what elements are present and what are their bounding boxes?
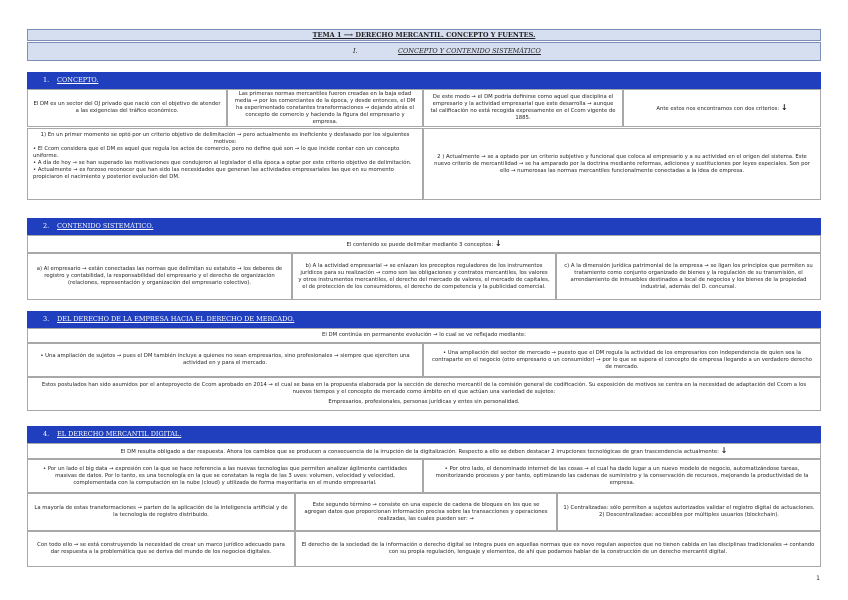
s4-registry-types: 1) Centralizadas: sólo permiten a sujetos autorizados validar el registro digital de actuaciones. 2) Descentralizadas: accesibles por múltiples usuarios (blockchain).: [557, 493, 821, 531]
right-arrow-icon: →: [469, 515, 474, 522]
list-item: • A día de hoy → se han superado las motivaciones que condujeron al legislador d ella época a optar por este criterio objetivo de delimitación.: [33, 160, 412, 166]
subtitle-bar: [27, 42, 821, 61]
s4-intro: El DM resulta obligado a dar respuesta. Ahora los cambios que se producen a consecuencia de la irrupción de la digitalización. Respecto a ello se deben destacar 2 irrupciones tecnológicas de gran trascendencia actualmente: ↓: [27, 443, 821, 459]
down-arrow-icon: ↓: [494, 238, 502, 248]
section-1-header: 1. CONCEPTO.: [27, 72, 821, 89]
s4-registry: Este segundo término → consiste en una especie de cadena de bloques en los que se agregan datos que proporcionan información precisa sobre las transacciones y operaciones realizadas, las cuales pueden ser: →: [295, 493, 557, 531]
s4-iot: • Por otro lado, el denominado internet de las cosas → el cual ha dado lugar a un nuevo modelo de negocio, automatizándose tareas, monitorizando procesos y por tanto, optimizando las cadenas de suministro y la conservación de recursos, mejorando la productividad de la empresa.: [423, 459, 821, 493]
s4-framework: Con todo ello → se está construyendo la necesidad de crear un marco jurídico adecuado para dar respuesta a la problemática que se deriva del mundo de los negocios digitales.: [27, 531, 295, 567]
section-2-header: 2. CONTENIDO SISTEMÁTICO.: [27, 218, 821, 235]
s1-cell-3: De este modo → el DM podría definirse como aquel que disciplina el empresario y la actividad empresarial que este desarrolla → aunque tal calificación no está recogida expresamente en el Ccom vigente de 1885.: [423, 89, 623, 127]
list-item: • El Ccom considera que el DM es aquel que regula los actos de comercio, pero no define qué son → lo que incide contar con un concepto uniforme.: [33, 146, 400, 159]
list-item: • Actualmente → es forzoso reconocer que han sido las necesidades que generan las actividades empresariales las que en su momento propiciaron el nacimiento y posterior evolución del DM.: [33, 167, 394, 180]
s2-col-a: a) Al empresario → están conectadas las normas que delimitan su estatuto → los deberes de registro y contabilidad, la responsabilidad del empresario y el derecho de organización (relaciones, representación y organización del empresario colectivo).: [27, 253, 292, 300]
s2-col-b: b) A la actividad empresarial → se enlazan los preceptos reguladores de los instrumentos jurídicos para su realización → como son las obligaciones y contratos mercantiles, los valores y otros instrumentos mercantiles, el derecho del mercado de valores, el mercado de capitales, el de protección de los consumidores, el derecho de competencia y la publicidad comercial.: [292, 253, 556, 300]
s3-right: • Una ampliación del sector de mercado → puesto que el DM regula la actividad de los empresarios con independencia de quien sea la contraparte en el negocio (otro empresario o un consumidor) → por lo que se supera el concepto de empresa llegando a un verdadero derecho de mercado.: [423, 343, 821, 377]
s3-intro: El DM continúa en permanente evolución → lo cual se ve reflejado mediante:: [27, 328, 821, 343]
s1-right-criterion: 2 ) Actualmente → se a optado por un criterio subjetivo y funcional que coloca al empresario y a su actividad en el origen del sistema. Este nuevo criterio de mercantilidad → se ha amparado por la doctrina mediante reformas, adiciones y sustituciones por leyes especiales. Son por ello → numerosas las normas mercantiles funcionalmente conectadas a la idea de empresa.: [423, 128, 821, 200]
document-title: TEMA 1 ⟶ DERECHO MERCANTIL. CONCEPTO Y FUENTES.: [27, 29, 821, 41]
section-4-header: 4. EL DERECHO MERCANTIL DIGITAL.: [27, 426, 821, 443]
s4-ai: La mayoría de estas transformaciones → parten de la aplicación de la inteligencia artificial y de la tecnología de registro distribuido.: [27, 493, 295, 531]
s2-col-c: c) A la dimensión jurídica patrimonial de la empresa → se ligan los principios que permiten su tratamiento como conjunto organizado de bienes y la regulación de su transmisión, el arrendamiento de inmuebles destinados a local de negocios y los bienes de la propiedad industrial, además del D. concursal.: [556, 253, 821, 300]
s3-footer: Estos postulados han sido asumidos por el anteproyecto de Ccom aprobado en 2014 → el cual se basa en la propuesta elaborada por la sección de derecho mercantil de la comisión general de codificación. Su exposición de motivos se centra en la necesidad de adaptación del Ccom a los nuevos tiempos y el concepto de mercado como ámbito en el que actúan una variedad de sujetos: Empresarios, profesionales, personas jurídicas y entes sin personalidad.: [27, 377, 821, 411]
s1-left-criterion: 1) En un primer momento se optó por un criterio objetivo de delimitación → pero actualmente es ineficiente y desfasado por los siguientes motivos: • El Ccom considera que el DM es aquel que regula los actos de comercio, pero no define qué son → lo que incide contar con un concepto uniforme. • A día de hoy → se han superado las motivaciones que condujeron al legislador d ella época a optar por este criterio objetivo de delimitación. • Actualmente → es forzoso reconocer que han sido las necesidades que generan las actividades empresariales las que en su momento propiciaron el nacimiento y posterior evolución del DM.: [27, 128, 423, 200]
s4-digital-law: El derecho de la sociedad de la información o derecho digital se integra pues en aquellas normas que ex novo regulan aspectos que no tienen cabida en las disciplinas tradicionales → contando con su propia regulación, lenguaje y elementos, de ahí que podamos hablar de la construcción de un derecho mercantil digital.: [295, 531, 821, 567]
s2-intro: El contenido se puede delimitar mediante 3 conceptos: ↓: [27, 235, 821, 253]
subtitle-number: I.: [353, 47, 358, 55]
s3-left: • Una ampliación de sujetos → pues el DM también incluye a quienes no sean empresarios, sino profesionales → siempre que ejerciten una actividad en y para el mercado.: [27, 343, 423, 377]
s1-cell-2: Las primeras normas mercantiles fueron creadas en la baja edad media → por los comerciantes de la época, y desde entonces, el DM ha experimentado constantes transformaciones → dejando atrás el concepto de comercio y haciendo la figura del empresario y empresa.: [227, 89, 423, 127]
down-arrow-icon: ↓: [780, 102, 788, 112]
s1-cell-4: Ante estos nos encontramos con dos criterios: ↓: [623, 89, 821, 127]
s4-bigdata: • Por un lado el big data → expresión con la que se hace referencia a las nuevas tecnologías que permiten analizar ágilmente cantidades masivas de datos. Por lo tanto, es una tecnología en la que se constatan la regla de las 3 uves: volumen, velocidad y velocidad, complementada con la computación en la nube (cloud) y utilizada de forma mayoritaria en el mundo empresarial.: [27, 459, 423, 493]
down-arrow-icon: ↓: [720, 445, 728, 455]
page-number: 1: [816, 575, 820, 582]
subtitle-text: CONCEPTO Y CONTENIDO SISTEMÁTICO: [398, 47, 541, 55]
section-3-header: 3. DEL DERECHO DE LA EMPRESA HACIA EL DERECHO DE MERCADO.: [27, 311, 821, 328]
s1-cell-1: El DM es un sector del OJ privado que nació con el objetivo de atender a las exigencias del tráfico económico.: [27, 89, 227, 127]
